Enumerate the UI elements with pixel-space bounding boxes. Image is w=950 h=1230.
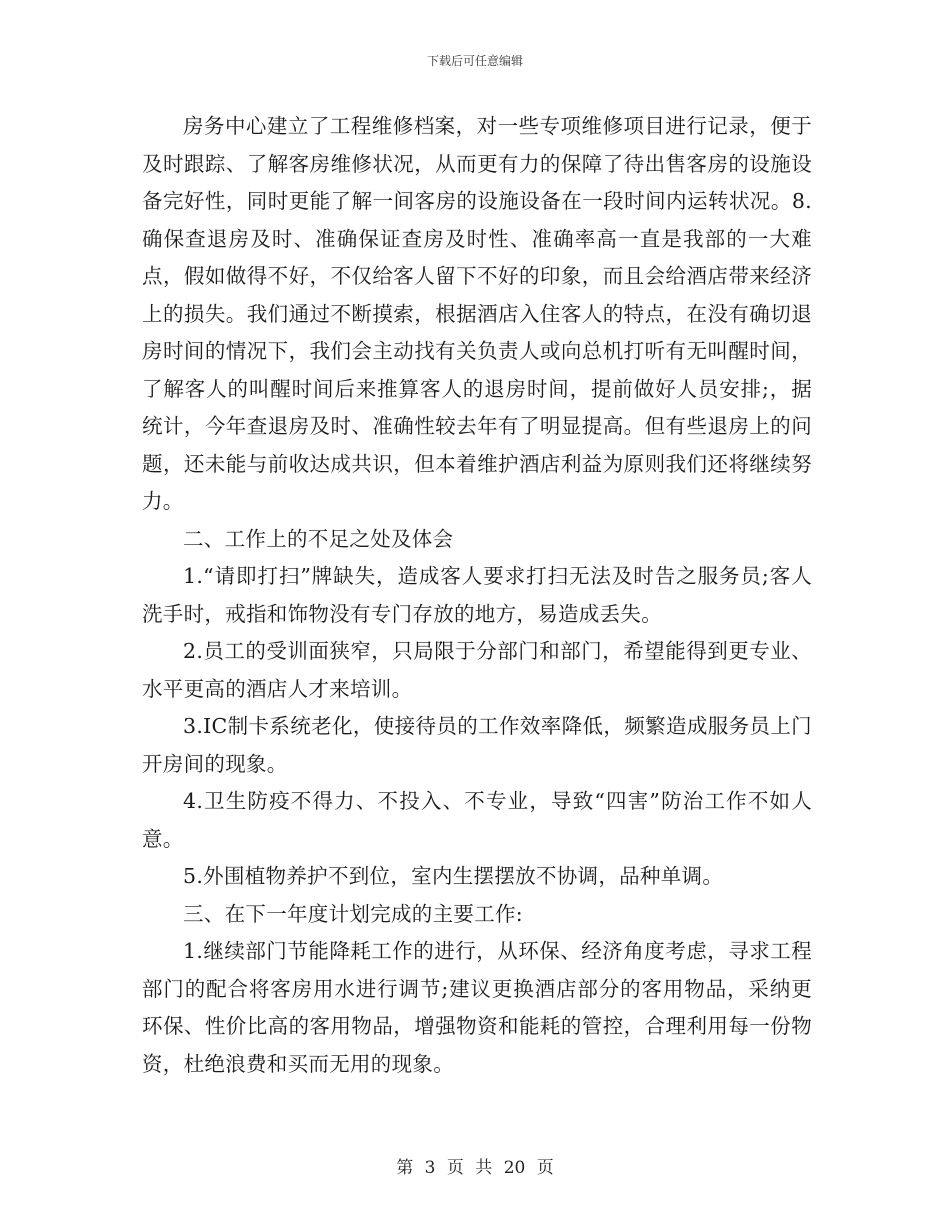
paragraph-7: 5.外围植物养护不到位，室内生摆摆放不协调，品种单调。 (183, 864, 724, 888)
paragraph-3: 1.“请即打扫”牌缺失，造成客人要求打扫无法及时告之服务员;客人洗手时，戒指和饰物没有专门存放的地方，易造成丢失。 (142, 564, 812, 626)
section-heading-2: 二、工作上的不足之处及体会 (183, 526, 454, 551)
page-number-footer: 第 3 页 共 20 页 (396, 1158, 554, 1178)
section-heading-3: 三、在下一年度计划完成的主要工作: (183, 901, 524, 926)
paragraph-9: 1.继续部门节能降耗工作的进行，从环保、经济角度考虑，寻求工程部门的配合将客房用水进行调节;建议更换酒店部分的客用物品，采纳更环保、性价比高的客用物品，增强物资和能耗的管控，合理利用每一份物资，杜绝浪费和买而无用的现象。 (142, 939, 812, 1076)
paragraph-4: 2.员工的受训面狭窄，只局限于分部门和部门，希望能得到更专业、水平更高的酒店人才来培训。 (142, 639, 812, 701)
paragraph-6: 4.卫生防疫不得力、不投入、不专业，导致“四害”防治工作不如人意。 (142, 789, 812, 851)
document-body (142, 108, 812, 1083)
paragraph-1: 房务中心建立了工程维修档案，对一些专项维修项目进行记录，便于及时跟踪、了解客房维修状况，从而更有力的保障了待出售客房的设施设备完好性，同时更能了解一间客房的设施设备在一段时间内运转状况。8.确保查退房及时、准确保证查房及时性、准确率高一直是我部的一大难点，假如做得不好，不仅给客人留下不好的印象，而且会给酒店带来经济上的损失。我们通过不断摸索，根据酒店入住客人的特点，在没有确切退房时间的情况下，我们会主动找有关负责人或向总机打听有无叫醒时间，了解客人的叫醒时间后来推算客人的退房时间，提前做好人员安排;，据统计，今年查退房及时、准确性较去年有了明显提高。但有些退房上的问题，还未能与前收达成共识，但本着维护酒店利益为原则我们还将继续努力。 (142, 114, 812, 513)
paragraph-5: 3.IC制卡系统老化，使接待员的工作效率降低，频繁造成服务员上门开房间的现象。 (142, 714, 812, 776)
page-header: 下载后可任意编辑 (426, 54, 523, 68)
